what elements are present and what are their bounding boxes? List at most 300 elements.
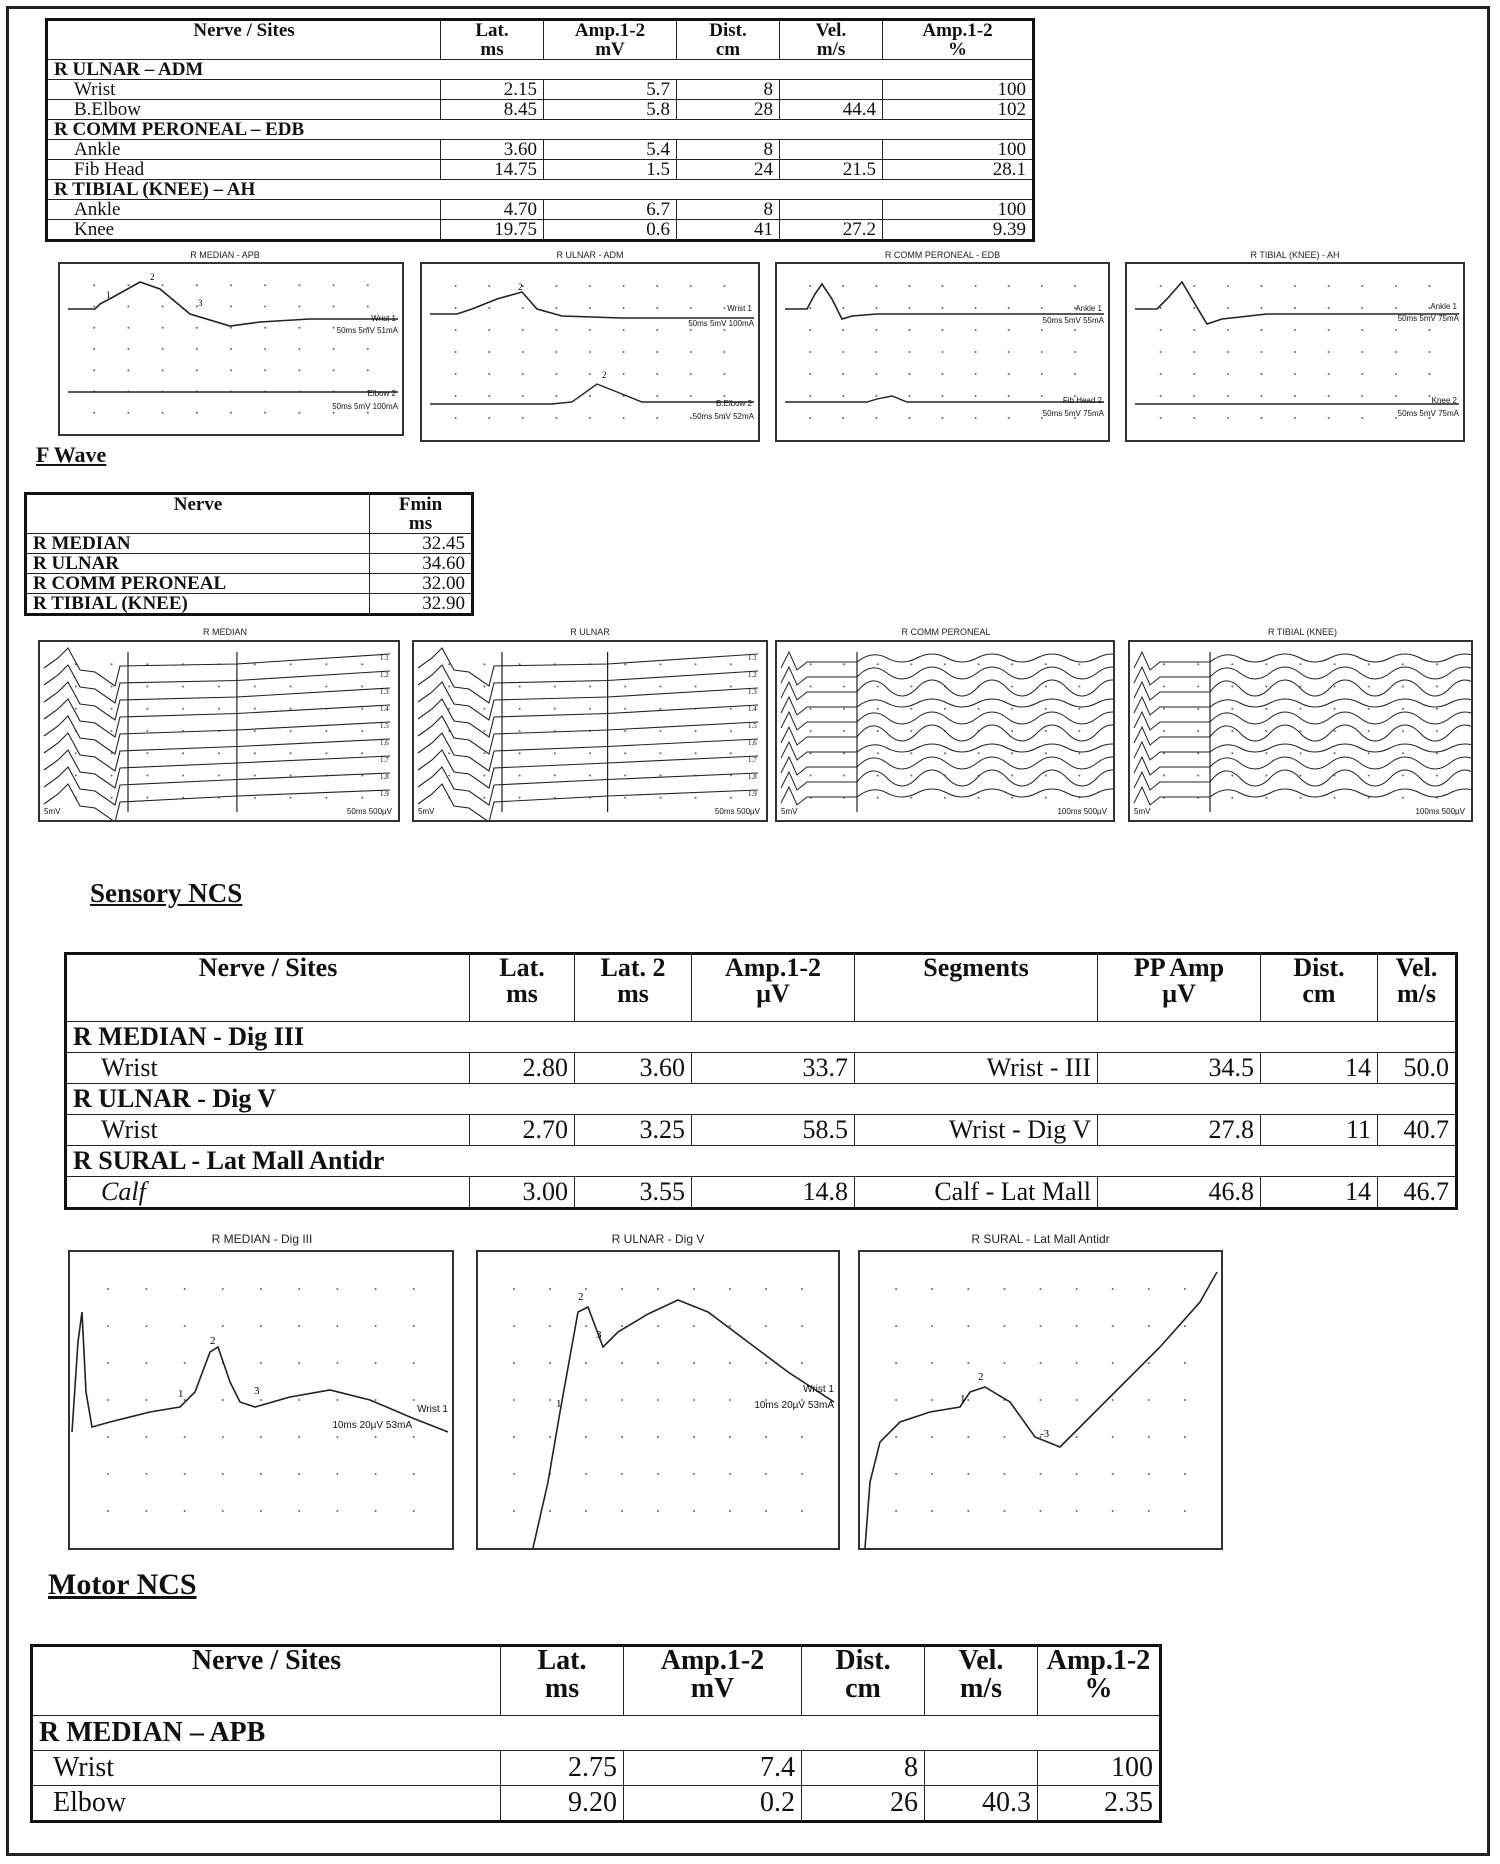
grid-dot <box>1334 686 1336 688</box>
marker-3: 3 <box>198 298 203 308</box>
grid-dot <box>260 1436 262 1438</box>
grid-dot <box>1402 730 1404 732</box>
grid-dot <box>1112 1436 1114 1438</box>
fwave-trace-line <box>1134 712 1471 730</box>
fwave-trace-line <box>1134 667 1471 685</box>
grid-dot <box>222 1399 224 1401</box>
lat-cell: 2.70 <box>470 1115 575 1146</box>
grid-dot <box>522 395 524 397</box>
grid-dot <box>1436 663 1438 665</box>
grid-dot <box>483 797 485 799</box>
vel-cell: 27.2 <box>780 220 883 241</box>
fwave-trace-line <box>1134 787 1471 805</box>
grid-dot <box>1078 708 1080 710</box>
fwave-trace-line <box>44 716 390 754</box>
grid-dot <box>1112 1473 1114 1475</box>
grid-dot <box>413 1510 415 1512</box>
grid-dot <box>695 686 697 688</box>
wrist-waveform <box>533 1300 834 1548</box>
grid-dot <box>218 686 220 688</box>
grid-dot <box>413 1325 415 1327</box>
grid-dot <box>908 373 910 375</box>
grid-dot <box>875 417 877 419</box>
grid-dot <box>842 329 844 331</box>
grid-dot <box>367 348 369 350</box>
pp-amp-cell: 27.8 <box>1098 1115 1261 1146</box>
grid-dot <box>1078 663 1080 665</box>
segment-cell: Wrist - III <box>855 1053 1098 1084</box>
grid-dot <box>1041 307 1043 309</box>
grid-dot <box>264 284 266 286</box>
grid-dot <box>333 412 335 414</box>
grid-dot <box>1008 307 1010 309</box>
grid-dot <box>1112 1510 1114 1512</box>
grid-dots <box>93 284 369 414</box>
grid-dot <box>842 373 844 375</box>
grid-dot <box>1193 351 1195 353</box>
grid-dot <box>908 395 910 397</box>
grid-dot <box>656 373 658 375</box>
grid-dot <box>254 663 256 665</box>
motor-trace-panel-tibial <box>1125 262 1465 442</box>
motor-trace-panel-peroneal <box>775 262 1110 442</box>
fwave-trace-number: 1.9 <box>748 790 757 798</box>
header-vel: Vel. m/s <box>925 1646 1038 1716</box>
trace-label-1: Ankle 1 <box>1075 304 1102 313</box>
grid-dot <box>585 1362 587 1364</box>
grid-dot <box>690 373 692 375</box>
fwave-trace-number: 1.2 <box>748 671 757 679</box>
grid-dot <box>843 686 845 688</box>
grid-dot <box>230 348 232 350</box>
grid-dot <box>230 369 232 371</box>
grid-dot <box>1231 775 1233 777</box>
grid-dot <box>690 307 692 309</box>
grid-dot <box>623 329 625 331</box>
grid-dot <box>184 1510 186 1512</box>
trace-scale-2: 50ms 5mV 75mA <box>1042 409 1104 418</box>
grid-dot <box>145 1399 147 1401</box>
grid-dot <box>623 285 625 287</box>
marker-1: 1 <box>960 1393 966 1405</box>
grid-dot <box>146 708 148 710</box>
grid-dot <box>1395 395 1397 397</box>
trace-scale-1: 50ms 5mV 100mA <box>688 319 754 328</box>
grid-dot <box>1368 686 1370 688</box>
grid-dot <box>555 351 557 353</box>
grid-dot <box>361 686 363 688</box>
grid-dot <box>723 373 725 375</box>
table-row <box>66 1177 1457 1209</box>
grid-dot <box>809 395 811 397</box>
grid-dot <box>942 395 944 397</box>
grid-dot <box>895 1510 897 1512</box>
grid-dot <box>1328 417 1330 419</box>
grid-dot <box>1368 775 1370 777</box>
grid-dot <box>336 1325 338 1327</box>
grid-dot <box>218 775 220 777</box>
grid-dot <box>290 663 292 665</box>
motor-trace-panel-ulnar <box>420 262 760 442</box>
grid-dot <box>264 348 266 350</box>
grid-dot <box>1163 708 1165 710</box>
grid-dot <box>1008 351 1010 353</box>
trace-title: R MEDIAN - Dig III <box>211 1232 313 1246</box>
grid-dot <box>555 373 557 375</box>
grid-dot <box>1076 1288 1078 1290</box>
grid-dot <box>145 1473 147 1475</box>
fwave-trace-number: 1.7 <box>380 756 389 764</box>
grid-dot <box>589 417 591 419</box>
grid-dot <box>1040 1288 1042 1290</box>
grid-dot <box>723 285 725 287</box>
grid-dot <box>656 417 658 419</box>
amp-cell: 5.8 <box>544 100 677 120</box>
marker-2: 2 <box>518 282 523 292</box>
grid-dot <box>621 1362 623 1364</box>
grid-dot <box>107 1510 109 1512</box>
nerve-row <box>66 1146 1457 1177</box>
grid-dot <box>693 1436 695 1438</box>
table-row <box>26 574 473 594</box>
grid-dot <box>218 752 220 754</box>
grid-dot <box>1160 417 1162 419</box>
grid-dot <box>488 329 490 331</box>
grid-dot <box>182 686 184 688</box>
table-header-row <box>47 20 1034 60</box>
nerve-row <box>66 1084 1457 1115</box>
trace-scale: 10ms 20µV 53mA <box>332 1420 412 1431</box>
grid-dot <box>1395 307 1397 309</box>
lat-cell: 2.75 <box>501 1751 624 1786</box>
grid-dot <box>801 1473 803 1475</box>
grid-dot <box>554 686 556 688</box>
dist-cell: 8 <box>802 1751 925 1786</box>
fwave-trace-line <box>781 652 1113 670</box>
fwave-trace-line <box>1134 697 1471 715</box>
grid-dot <box>942 285 944 287</box>
grid-dot <box>333 348 335 350</box>
motor-heading: Motor NCS <box>48 1568 197 1601</box>
grid-dot <box>657 1288 659 1290</box>
grid-dot <box>162 369 164 371</box>
fwave-left-scale: 5mV <box>418 807 435 816</box>
grid-dot <box>549 1510 551 1512</box>
grid-dot <box>729 1325 731 1327</box>
amp-cell: 0.2 <box>624 1786 802 1822</box>
grid-dot <box>1011 663 1013 665</box>
grid-dot <box>842 395 844 397</box>
grid-dot <box>1011 686 1013 688</box>
grid-dot <box>75 752 77 754</box>
grid-dot <box>264 306 266 308</box>
grid-dot <box>1328 307 1330 309</box>
grid-dot <box>519 708 521 710</box>
grid-dot <box>693 1510 695 1512</box>
fwave-right-scale: 100ms 500µV <box>1415 807 1465 816</box>
sensory-trace-sural <box>860 1252 1221 1548</box>
fwave-trace-line <box>1134 742 1471 760</box>
site-cell: Knee <box>47 220 441 241</box>
grid-dot <box>944 708 946 710</box>
grid-dot <box>801 1288 803 1290</box>
grid-dot <box>690 395 692 397</box>
grid-dot <box>730 752 732 754</box>
grid-dot <box>488 395 490 397</box>
grid-dot <box>810 663 812 665</box>
grid-dot <box>549 1325 551 1327</box>
nerve-label: R COMM PERONEAL – EDB <box>47 120 1034 140</box>
grid-dot <box>1265 663 1267 665</box>
grid-dot <box>184 1288 186 1290</box>
grid-dot <box>264 412 266 414</box>
marker-2: 2 <box>578 1291 584 1303</box>
motor-table <box>30 1644 1162 1823</box>
fwave-trace-tibial <box>1130 642 1471 820</box>
grid-dot <box>730 797 732 799</box>
nerve-cell: R ULNAR <box>26 554 370 574</box>
grid-dot <box>1078 775 1080 777</box>
grid-dot <box>367 284 369 286</box>
grid-dot <box>260 1325 262 1327</box>
grid-dot <box>1227 307 1229 309</box>
grid-dot <box>621 1325 623 1327</box>
amp-cell: 0.6 <box>544 220 677 241</box>
grid-dot <box>931 1473 933 1475</box>
header-nerve-sites: Nerve / Sites <box>47 20 441 60</box>
grid-dot <box>513 1510 515 1512</box>
grid-dot <box>1045 775 1047 777</box>
grid-dot <box>196 327 198 329</box>
grid-dot <box>290 730 292 732</box>
nerve-row <box>66 1022 1457 1053</box>
grid-dot <box>184 1473 186 1475</box>
grid-dot <box>1368 708 1370 710</box>
fwave-trace-line <box>781 667 1113 685</box>
grid-dot <box>93 306 95 308</box>
grid-dot <box>975 285 977 287</box>
grid-dot <box>730 686 732 688</box>
amp-cell: 6.7 <box>544 200 677 220</box>
amp-cell: 1.5 <box>544 160 677 180</box>
grid-dot <box>254 797 256 799</box>
grid-dot <box>910 663 912 665</box>
grid-dot <box>145 1436 147 1438</box>
grid-dot <box>298 1510 300 1512</box>
grid-dot <box>1265 752 1267 754</box>
grid-dot <box>375 1399 377 1401</box>
grid-dot <box>75 686 77 688</box>
grid-dot <box>1300 708 1302 710</box>
marker-2: 2 <box>978 1371 984 1383</box>
grid-dot <box>623 373 625 375</box>
marker-1: 1 <box>178 1388 184 1400</box>
grid-dot <box>1294 395 1296 397</box>
grid-dot <box>729 1510 731 1512</box>
grid-dot <box>1184 1399 1186 1401</box>
amp-cell: 14.8 <box>692 1177 855 1209</box>
grid-dot <box>695 663 697 665</box>
marker-1: 1 <box>106 290 111 300</box>
grid-dot <box>723 351 725 353</box>
site-cell: Elbow <box>32 1786 501 1822</box>
grid-dot <box>1328 395 1330 397</box>
grid-dot <box>1231 708 1233 710</box>
grid-dot <box>623 307 625 309</box>
grid-dot <box>260 1362 262 1364</box>
grid-dot <box>842 307 844 309</box>
fwave-trace-number: 1.4 <box>748 705 757 713</box>
grid-dot <box>729 1436 731 1438</box>
nerve-row <box>32 1716 1161 1751</box>
table-row <box>26 534 473 554</box>
grid-dot <box>589 775 591 777</box>
dist-cell: 14 <box>1261 1053 1378 1084</box>
fmin-cell: 32.00 <box>370 574 473 594</box>
grid-dot <box>585 1473 587 1475</box>
dist-cell: 8 <box>677 140 780 160</box>
grid-dot <box>1045 752 1047 754</box>
header-vel: Vel. m/s <box>1378 954 1457 1022</box>
site-cell: Wrist <box>66 1053 470 1084</box>
grid-dot <box>1428 329 1430 331</box>
grid-dot <box>967 1325 969 1327</box>
grid-dot <box>336 1362 338 1364</box>
grid-dot <box>1003 1473 1005 1475</box>
grid-dot <box>908 329 910 331</box>
grid-dots <box>809 285 1076 419</box>
grid-dot <box>1008 373 1010 375</box>
grid-dot <box>1300 730 1302 732</box>
grid-dot <box>1260 395 1262 397</box>
grid-dot <box>621 1399 623 1401</box>
grid-dot <box>298 327 300 329</box>
grid-dot <box>765 1473 767 1475</box>
grid-dot <box>111 775 113 777</box>
grid-dot <box>361 730 363 732</box>
grid-dot <box>589 708 591 710</box>
grid-dot <box>1436 752 1438 754</box>
grid-dot <box>657 1399 659 1401</box>
grid-dot <box>729 1362 731 1364</box>
grid-dot <box>145 1510 147 1512</box>
grid-dot <box>875 329 877 331</box>
grid-dot <box>908 285 910 287</box>
grid-dot <box>942 307 944 309</box>
grid-dot <box>693 1288 695 1290</box>
grid-dot <box>146 686 148 688</box>
fwave-trace-number: 1.8 <box>748 773 757 781</box>
grid-dot <box>624 686 626 688</box>
fwave-trace-line <box>781 725 1113 745</box>
grid-dot <box>589 395 591 397</box>
grid-dot <box>657 1325 659 1327</box>
grid-dot <box>1260 329 1262 331</box>
nerve-row <box>47 60 1034 80</box>
grid-dot <box>375 1362 377 1364</box>
grid-dot <box>182 708 184 710</box>
grid-dot <box>222 1510 224 1512</box>
grid-dot <box>967 1399 969 1401</box>
grid-dot <box>325 663 327 665</box>
grid-dot <box>230 327 232 329</box>
grid-dot <box>843 730 845 732</box>
grid-dot <box>723 307 725 309</box>
grid-dot <box>1300 775 1302 777</box>
nerve-label: R MEDIAN – APB <box>32 1716 1161 1751</box>
dist-cell: 11 <box>1261 1115 1378 1146</box>
trace-scale-1: 50ms 5mV 51mA <box>336 326 398 335</box>
grid-dot <box>448 708 450 710</box>
grid-dot <box>455 373 457 375</box>
fmin-cell: 34.60 <box>370 554 473 574</box>
grid-dot <box>107 1325 109 1327</box>
grid-dot <box>336 1436 338 1438</box>
grid-dot <box>254 752 256 754</box>
grid-dot <box>1260 307 1262 309</box>
grid-dot <box>975 307 977 309</box>
grid-dot <box>910 775 912 777</box>
grid-dot <box>107 1473 109 1475</box>
grid-dot <box>1076 1436 1078 1438</box>
grid-dot <box>184 1436 186 1438</box>
grid-dot <box>222 1473 224 1475</box>
grid-dot <box>967 1473 969 1475</box>
grid-dot <box>1227 373 1229 375</box>
sural-waveform <box>865 1272 1217 1548</box>
fwave-trace-line <box>418 716 758 754</box>
grid-dot <box>413 1399 415 1401</box>
grid-dot <box>809 285 811 287</box>
grid-dot <box>1436 730 1438 732</box>
grid-dot <box>1003 1288 1005 1290</box>
grid-dot <box>254 730 256 732</box>
table-row <box>32 1786 1161 1822</box>
grid-dot <box>942 373 944 375</box>
grid-dot <box>1395 351 1397 353</box>
grid-dot <box>589 285 591 287</box>
grid-dot <box>298 369 300 371</box>
grid-dot <box>1003 1325 1005 1327</box>
grid-dot <box>522 417 524 419</box>
grid-dot <box>522 307 524 309</box>
grid-dot <box>1368 797 1370 799</box>
grid-dot <box>1402 708 1404 710</box>
grid-dot <box>483 775 485 777</box>
grid-dot <box>1294 329 1296 331</box>
grid-dot <box>1003 1362 1005 1364</box>
grid-dot <box>196 284 198 286</box>
grid-dot <box>656 351 658 353</box>
ankle-waveform <box>785 284 1104 319</box>
header-lat: Lat. ms <box>501 1646 624 1716</box>
nerve-row <box>47 120 1034 140</box>
grid-dot <box>1041 285 1043 287</box>
grid-dot <box>519 730 521 732</box>
grid-dot <box>585 1399 587 1401</box>
grid-dot <box>1197 708 1199 710</box>
marker-2: 2 <box>602 370 607 380</box>
grid-dot <box>1334 663 1336 665</box>
grid-dot <box>931 1325 933 1327</box>
grid-dot <box>488 373 490 375</box>
grid-dot <box>513 1473 515 1475</box>
grid-dot <box>765 1510 767 1512</box>
grid-dot <box>942 417 944 419</box>
fmin-cell: 32.45 <box>370 534 473 554</box>
grid-dot <box>455 329 457 331</box>
grid-dot <box>413 1362 415 1364</box>
